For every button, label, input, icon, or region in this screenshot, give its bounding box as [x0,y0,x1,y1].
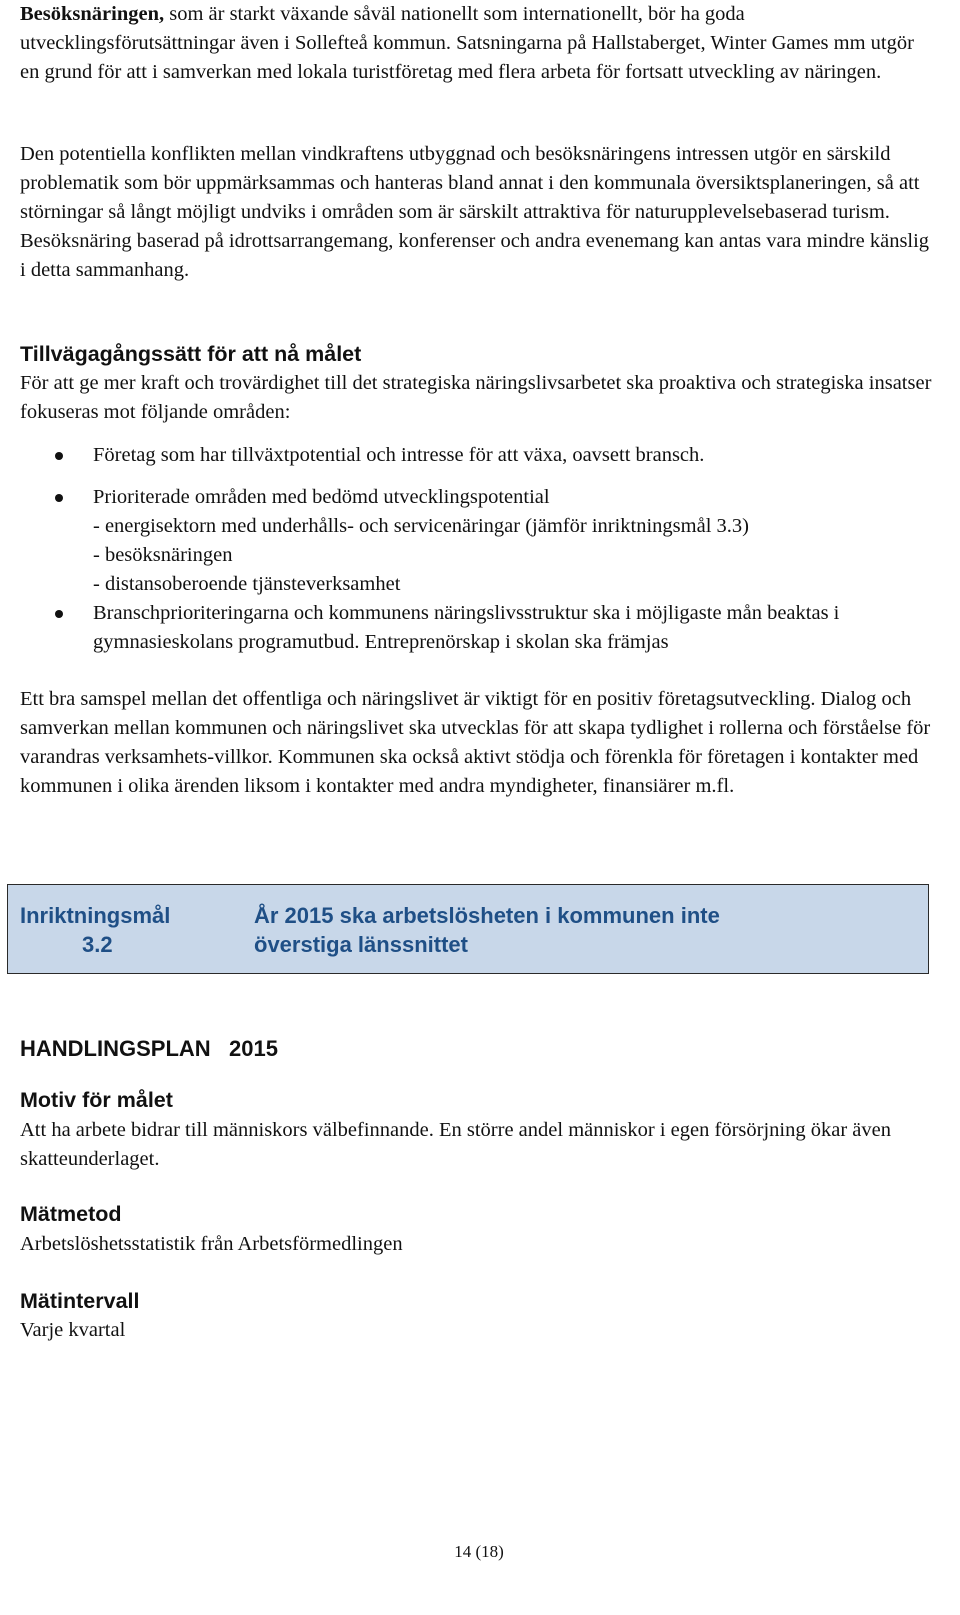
intro-text: som är starkt växande såväl nationellt som internationellt, bör ha goda utvecklingsförutsättningar även i Sollefteå kommun. Satsningarna på Hallstaberget, Winter Games mm utgör en grund för att i samverkan med lokala turistföretag med flera arbeta för fortsatt utveckling av näringen. [20,3,914,83]
list-item [20,599,938,657]
bullet-icon [55,452,63,460]
list-item [20,441,938,470]
interval-text: Varje kvartal [20,1319,126,1341]
method-heading: Mätmetod [20,1202,122,1226]
method-text: Arbetslöshetsstatistik från Arbetsförmedlingen [20,1233,403,1255]
cooperation-paragraph: Ett bra samspel mellan det offentliga och näringslivet är viktigt för en positiv företagsutveckling. Dialog och samverkan mellan kommunen och näringslivet ska utvecklas för att skapa tydlighet i rollerna och förståelse för varandras verksamhets-villkor. Kommunen ska också aktivt stödja och förenkla för företagen i kontakter med kommunen i olika ärenden liksom i kontakter med andra myndigheter, finansiärer m.fl. [20,688,931,797]
page-number: 14 (18) [454,1542,504,1561]
bullet-list-2 [20,483,938,599]
list-item-text: Prioriterade områden med bedömd utvecklingspotential [93,486,550,508]
goal-number: 3.2 [82,932,113,957]
intro-lead: Besöksnäringen, [20,3,165,25]
list-subitem: - besöksnäringen [93,544,233,566]
bullet-list-1 [20,441,938,470]
goal-statement-line-1: År 2015 ska arbetslösheten i kommunen inte [254,903,720,928]
approach-heading: Tillvägagångssätt för att nå målet [20,342,362,366]
goal-statement [254,901,854,959]
bullet-list-3 [20,599,938,657]
intro-paragraph [20,0,938,87]
goal-label-text: Inriktningsmål [20,903,171,928]
motive-heading: Motiv för målet [20,1088,173,1112]
list-subitem: - energisektorn med underhålls- och servicenäringar (jämför inriktningsmål 3.3) [93,515,749,537]
conflict-paragraph: Den potentiella konflikten mellan vindkraftens utbyggnad och besöksnäringens intressen utgör en särskild problematik som bör uppmärksammas och hanteras bland annat i den kommunala översiktsplaneringen, så att störningar så långt möjligt undviks i områden som är särskilt attraktiva för naturupplevelsebaserad turism. Besöksnäring baserad på idrottsarrangemang, konferenser och andra evenemang kan antas vara mindre känslig i detta sammanhang. [20,143,930,281]
bullet-icon [55,494,63,502]
list-subitem: - distansoberoende tjänsteverksamhet [93,573,401,595]
interval-heading: Mätintervall [20,1289,140,1313]
motive-text: Att ha arbete bidrar till människors välbefinnande. En större andel människor i egen försörjning ökar även skatteunderlaget. [20,1119,891,1170]
plan-title: HANDLINGSPLAN 2015 [20,1036,278,1061]
goal-box [7,884,929,974]
goal-statement-line-2: överstiga länssnittet [254,932,468,957]
bullet-icon [55,610,63,618]
list-item-text: Företag som har tillväxtpotential och intresse för att växa, oavsett bransch. [93,444,705,466]
approach-lead-paragraph: För att ge mer kraft och trovärdighet till det strategiska näringslivsarbetet ska proaktiva och strategiska insatser fokuseras mot följande områden: [20,372,932,423]
list-item [20,483,938,599]
list-item-text: Branschprioriteringarna och kommunens näringslivsstruktur ska i möjligaste mån beaktas i gymnasieskolans programutbud. Entreprenörskap i skolan ska främjas [93,602,840,653]
goal-label [20,901,210,959]
